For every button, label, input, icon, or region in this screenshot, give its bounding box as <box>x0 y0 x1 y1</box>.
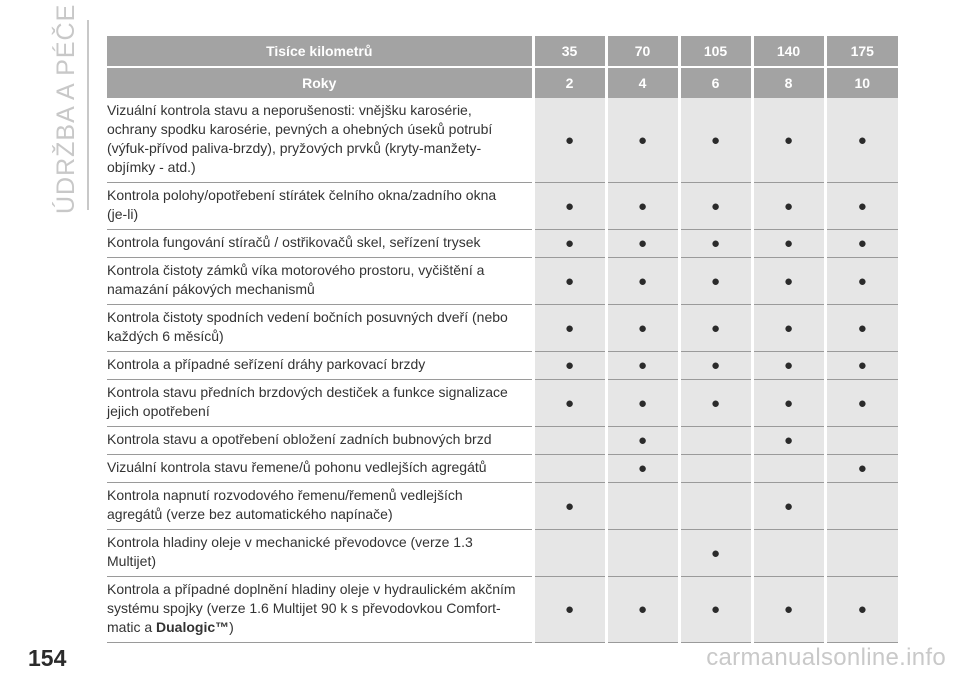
interval-mark: ● <box>825 577 898 643</box>
check-description-text: Kontrola a případné seřízení dráhy parkovací brzdy <box>107 356 426 372</box>
interval-mark: ● <box>825 98 898 183</box>
interval-mark: ● <box>752 98 825 183</box>
header-km-value: 70 <box>606 35 679 67</box>
check-description-bold: Dualogic™ <box>156 619 230 635</box>
interval-mark: ● <box>825 305 898 352</box>
table-row <box>107 483 898 530</box>
interval-mark: ● <box>825 230 898 258</box>
table-row <box>107 380 898 427</box>
table-row <box>107 98 898 183</box>
interval-mark: ● <box>533 258 606 305</box>
interval-mark: ● <box>752 483 825 530</box>
interval-mark: ● <box>825 183 898 230</box>
check-description-text: Kontrola fungování stíračů / ostřikovačů skel, seřízení trysek <box>107 234 481 250</box>
interval-mark: ● <box>606 305 679 352</box>
interval-mark: ● <box>825 258 898 305</box>
interval-mark: ● <box>606 380 679 427</box>
interval-mark: ● <box>679 98 752 183</box>
interval-mark: ● <box>752 577 825 643</box>
interval-mark: ● <box>752 258 825 305</box>
check-description <box>107 380 533 427</box>
interval-mark <box>606 530 679 577</box>
interval-mark: ● <box>533 230 606 258</box>
interval-mark <box>825 530 898 577</box>
check-description-text: Vizuální kontrola stavu řemene/ů pohonu vedlejších agregátů <box>107 459 487 475</box>
check-description-text: Kontrola a případné doplnění hladiny oleje v hydraulickém akčním systému spojky (verze 1.6 Multijet 90 k s převodovkou Comfort-matic a <box>107 581 516 635</box>
interval-mark: ● <box>679 258 752 305</box>
table-row <box>107 183 898 230</box>
header-km-label: Tisíce kilometrů <box>107 35 533 67</box>
interval-mark: ● <box>752 352 825 380</box>
section-divider <box>87 20 89 210</box>
check-description <box>107 483 533 530</box>
header-km-value: 175 <box>825 35 898 67</box>
check-description-text: Kontrola stavu a opotřebení obložení zadních bubnových brzd <box>107 431 492 447</box>
interval-mark: ● <box>533 98 606 183</box>
page-number: 154 <box>28 645 67 671</box>
table-row <box>107 258 898 305</box>
interval-mark: ● <box>533 577 606 643</box>
interval-mark <box>533 427 606 455</box>
header-years-value: 8 <box>752 67 825 98</box>
header-km-value: 35 <box>533 35 606 67</box>
header-years-label: Roky <box>107 67 533 98</box>
interval-mark: ● <box>679 183 752 230</box>
interval-mark: ● <box>606 230 679 258</box>
check-description <box>107 230 533 258</box>
interval-mark <box>533 530 606 577</box>
check-description-text: Kontrola hladiny oleje v mechanické převodovce (verze 1.3 Multijet) <box>107 534 473 569</box>
interval-mark <box>825 483 898 530</box>
interval-mark: ● <box>533 352 606 380</box>
interval-mark: ● <box>679 305 752 352</box>
header-row-years <box>107 67 898 98</box>
watermark: carmanualsonline.info <box>706 644 946 671</box>
interval-mark: ● <box>679 230 752 258</box>
check-description <box>107 258 533 305</box>
maintenance-schedule-table <box>107 34 898 643</box>
interval-mark: ● <box>606 427 679 455</box>
table-row <box>107 305 898 352</box>
interval-mark <box>752 455 825 483</box>
interval-mark: ● <box>533 183 606 230</box>
interval-mark: ● <box>825 455 898 483</box>
interval-mark <box>679 427 752 455</box>
interval-mark: ● <box>752 183 825 230</box>
check-description-text: Kontrola stavu předních brzdových destiček a funkce signalizace jejich opotřebení <box>107 384 508 419</box>
interval-mark: ● <box>752 230 825 258</box>
check-description-text: Kontrola polohy/opotřebení stírátek čelního okna/zadního okna (je-li) <box>107 187 497 222</box>
check-description-text: Kontrola napnutí rozvodového řemenu/řemenů vedlejších agregátů (verze bez automatického napínače) <box>107 487 463 522</box>
interval-mark: ● <box>606 258 679 305</box>
interval-mark: ● <box>752 305 825 352</box>
check-description-end: ) <box>229 619 234 635</box>
interval-mark: ● <box>533 483 606 530</box>
header-km-value: 105 <box>679 35 752 67</box>
check-description <box>107 530 533 577</box>
interval-mark: ● <box>825 352 898 380</box>
check-description <box>107 577 533 643</box>
interval-mark <box>606 483 679 530</box>
table-row <box>107 427 898 455</box>
interval-mark <box>533 455 606 483</box>
interval-mark: ● <box>679 380 752 427</box>
check-description-text: Kontrola čistoty zámků víka motorového prostoru, vyčištění a namazání pákových mechanismů <box>107 262 485 297</box>
header-years-value: 2 <box>533 67 606 98</box>
interval-mark: ● <box>606 455 679 483</box>
table-row <box>107 352 898 380</box>
interval-mark: ● <box>752 427 825 455</box>
table-row <box>107 530 898 577</box>
check-description-text: Kontrola čistoty spodních vedení bočních posuvných dveří (nebo každých 6 měsíců) <box>107 309 508 344</box>
interval-mark: ● <box>533 305 606 352</box>
interval-mark: ● <box>825 380 898 427</box>
interval-mark: ● <box>679 530 752 577</box>
interval-mark: ● <box>606 352 679 380</box>
check-description <box>107 183 533 230</box>
interval-mark <box>825 427 898 455</box>
interval-mark: ● <box>606 577 679 643</box>
table-row <box>107 577 898 643</box>
check-description <box>107 352 533 380</box>
header-km-value: 140 <box>752 35 825 67</box>
table-row <box>107 230 898 258</box>
interval-mark: ● <box>606 183 679 230</box>
interval-mark <box>679 455 752 483</box>
check-description-text: Vizuální kontrola stavu a neporušenosti: vnějšku karosérie, ochrany spodku karosérie, pevných a ohebných úseků potrubí (výfuk-přívod paliva-brzdy), pryžových prvků (kryty-manžety-objímky - atd.) <box>107 102 493 175</box>
interval-mark: ● <box>679 352 752 380</box>
interval-mark <box>679 483 752 530</box>
header-years-value: 4 <box>606 67 679 98</box>
check-description <box>107 455 533 483</box>
header-years-value: 6 <box>679 67 752 98</box>
check-description <box>107 427 533 455</box>
interval-mark: ● <box>606 98 679 183</box>
interval-mark: ● <box>752 380 825 427</box>
interval-mark <box>752 530 825 577</box>
check-description <box>107 305 533 352</box>
header-years-value: 10 <box>825 67 898 98</box>
header-row-km <box>107 35 898 67</box>
section-title: ÚDRŽBA A PÉČE <box>52 3 80 214</box>
interval-mark: ● <box>533 380 606 427</box>
table-row <box>107 455 898 483</box>
interval-mark: ● <box>679 577 752 643</box>
check-description <box>107 98 533 183</box>
